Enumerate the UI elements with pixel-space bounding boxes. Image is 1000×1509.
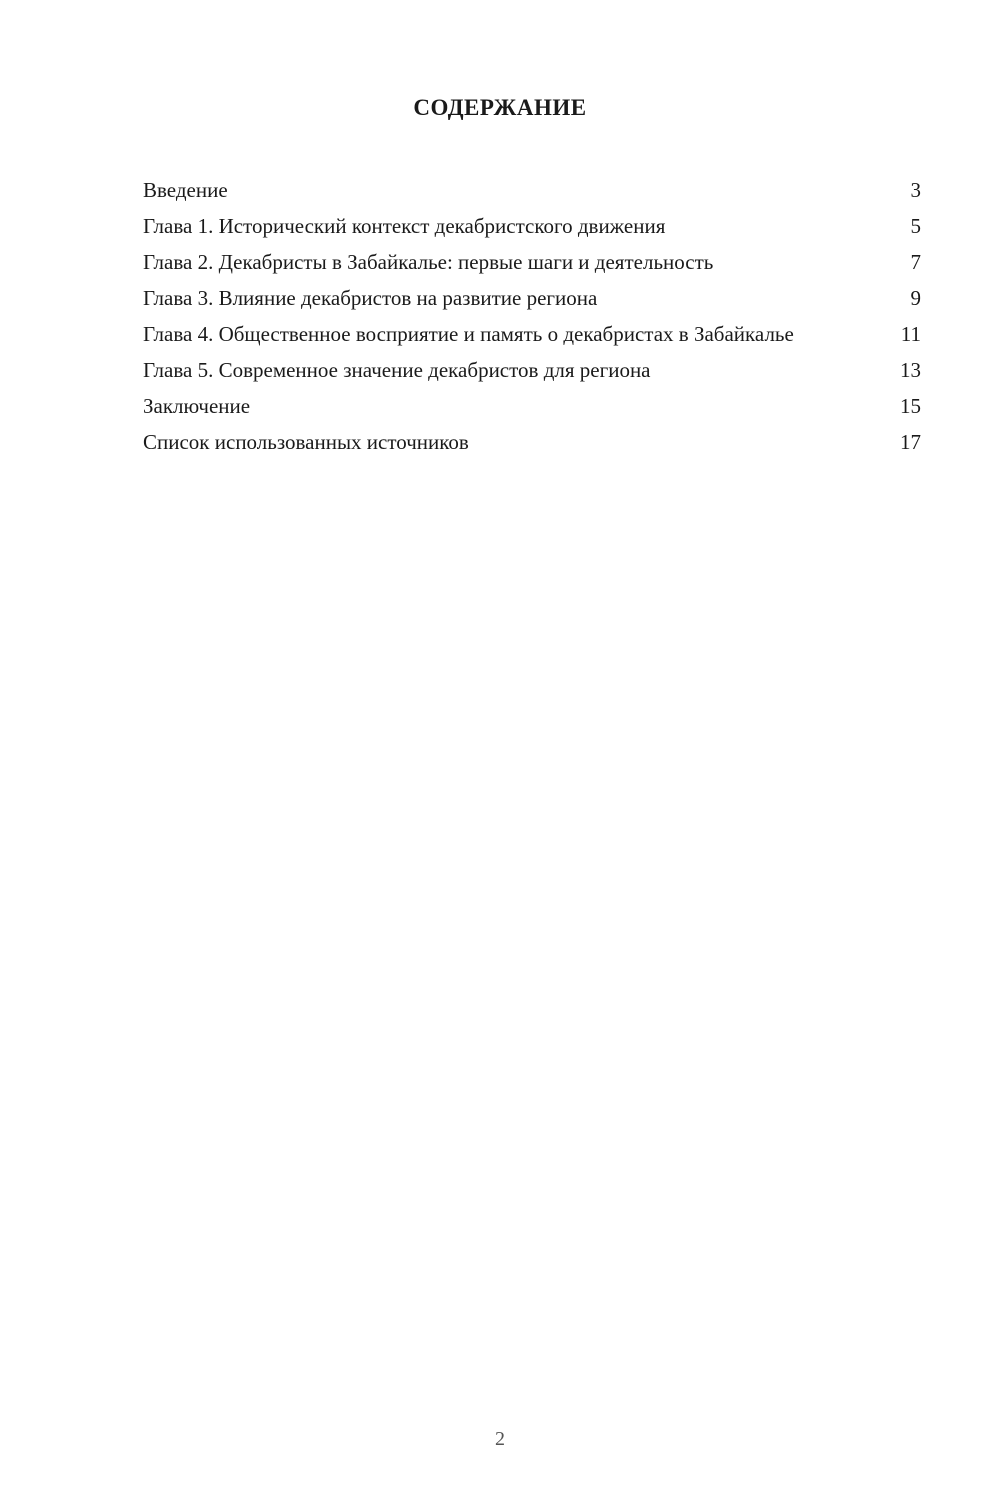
table-of-contents <box>143 173 921 459</box>
toc-entry[interactable] <box>143 245 921 279</box>
toc-entry[interactable] <box>143 281 921 315</box>
toc-entry-label: Список использованных источников <box>143 430 469 455</box>
toc-entry-label: Глава 1. Исторический контекст декабристского движения <box>143 214 666 239</box>
toc-entry-page: 17 <box>900 430 921 455</box>
toc-entry[interactable] <box>143 209 921 243</box>
page-number: 2 <box>495 1428 505 1450</box>
toc-entry-label: Глава 4. Общественное восприятие и память о декабристах в Забайкалье <box>143 322 794 347</box>
toc-entry[interactable] <box>143 389 921 423</box>
toc-entry-page: 5 <box>910 214 921 239</box>
document-page <box>0 95 1000 1509</box>
toc-entry-page: 3 <box>910 178 921 202</box>
toc-entry-label: Глава 3. Влияние декабристов на развитие региона <box>143 286 598 311</box>
toc-entry-label: Заключение <box>143 394 251 419</box>
toc-entry[interactable] <box>143 173 921 207</box>
toc-entry-label: Глава 5. Современное значение декабристов для региона <box>143 358 651 383</box>
toc-entry-page: 13 <box>900 358 921 383</box>
page-title: СОДЕРЖАНИЕ <box>413 95 587 120</box>
toc-entry[interactable] <box>143 317 921 351</box>
toc-entry-page: 15 <box>900 394 921 419</box>
toc-entry-page: 9 <box>910 286 921 311</box>
toc-entry-page: 7 <box>910 250 921 275</box>
toc-entry-page: 11 <box>900 322 921 347</box>
toc-entry[interactable] <box>143 425 921 459</box>
toc-entry-label: Введение <box>143 178 228 202</box>
toc-entry[interactable] <box>143 353 921 387</box>
toc-entry-label: Глава 2. Декабристы в Забайкалье: первые шаги и деятельность <box>143 250 714 275</box>
